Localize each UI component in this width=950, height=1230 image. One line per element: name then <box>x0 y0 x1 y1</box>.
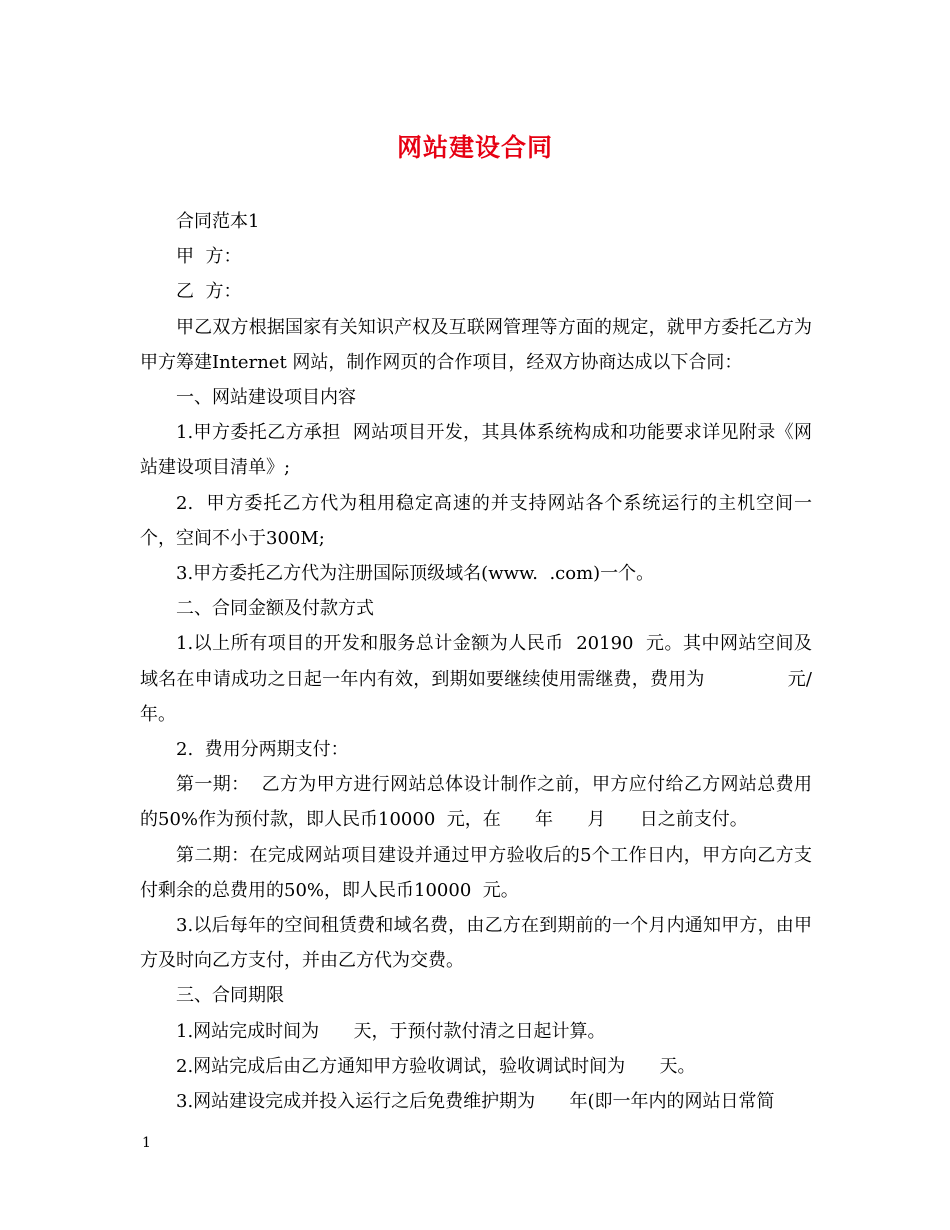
paragraph-1-3: 3.甲方委托乙方代为注册国际顶级域名(www. .com)一个。 <box>176 563 655 585</box>
document-body <box>140 204 812 1119</box>
paragraph-3-2: 2.网站完成后由乙方通知甲方验收调试，验收调试时间为 天。 <box>176 1055 696 1077</box>
paragraph-1-2: 2. 甲方委托乙方代为租用稳定高速的并支持网站各个系统运行的主机空间一个，空间不小于300M; <box>140 492 812 549</box>
paragraph-party-a: 甲 方： <box>176 246 242 268</box>
paragraph-1-1: 1.甲方委托乙方承担 网站项目开发，其具体系统构成和功能要求详见附录《网站建设项目清单》; <box>140 422 812 479</box>
paragraph-2-1: 1.以上所有项目的开发和服务总计金额为人民币 20190 元。其中网站空间及域名在申请成功之日起一年内有效，到期如要继续使用需继费，费用为 元/年。 <box>140 633 812 725</box>
section-heading-2: 二、合同金额及付款方式 <box>176 598 374 620</box>
document-title: 网站建设合同 <box>396 133 553 162</box>
paragraph-2-2: 2. 费用分两期支付： <box>176 739 349 761</box>
page-number: 1 <box>142 1135 151 1151</box>
section-heading-3: 三、合同期限 <box>176 985 284 1007</box>
paragraph-first-payment: 第一期： 乙方为甲方进行网站总体设计制作之前，甲方应付给乙方网站总费用的50%作为预付款，即人民币10000 元，在 年 月 日之前支付。 <box>140 774 812 831</box>
paragraph-2-3: 3.以后每年的空间租赁费和域名费，由乙方在到期前的一个月内通知甲方，由甲方及时向乙方支付，并由乙方代为交费。 <box>140 915 812 972</box>
paragraph-3-1: 1.网站完成时间为 天，于预付款付清之日起计算。 <box>176 1020 606 1042</box>
paragraph-3-3: 3.网站建设完成并投入运行之后免费维护期为 年(即一年内的网站日常简 <box>176 1091 775 1113</box>
paragraph-preamble: 甲乙双方根据国家有关知识产权及互联网管理等方面的规定，就甲方委托乙方为甲方筹建Internet 网站，制作网页的合作项目，经双方协商达成以下合同： <box>140 316 812 373</box>
section-heading-1: 一、网站建设项目内容 <box>176 387 356 409</box>
paragraph-party-b: 乙 方： <box>176 281 242 303</box>
paragraph-second-payment: 第二期：在完成网站项目建设并通过甲方验收后的5个工作日内，甲方向乙方支付剩余的总费用的50%，即人民币10000 元。 <box>140 844 812 901</box>
paragraph-contract-sample: 合同范本1 <box>176 211 260 232</box>
